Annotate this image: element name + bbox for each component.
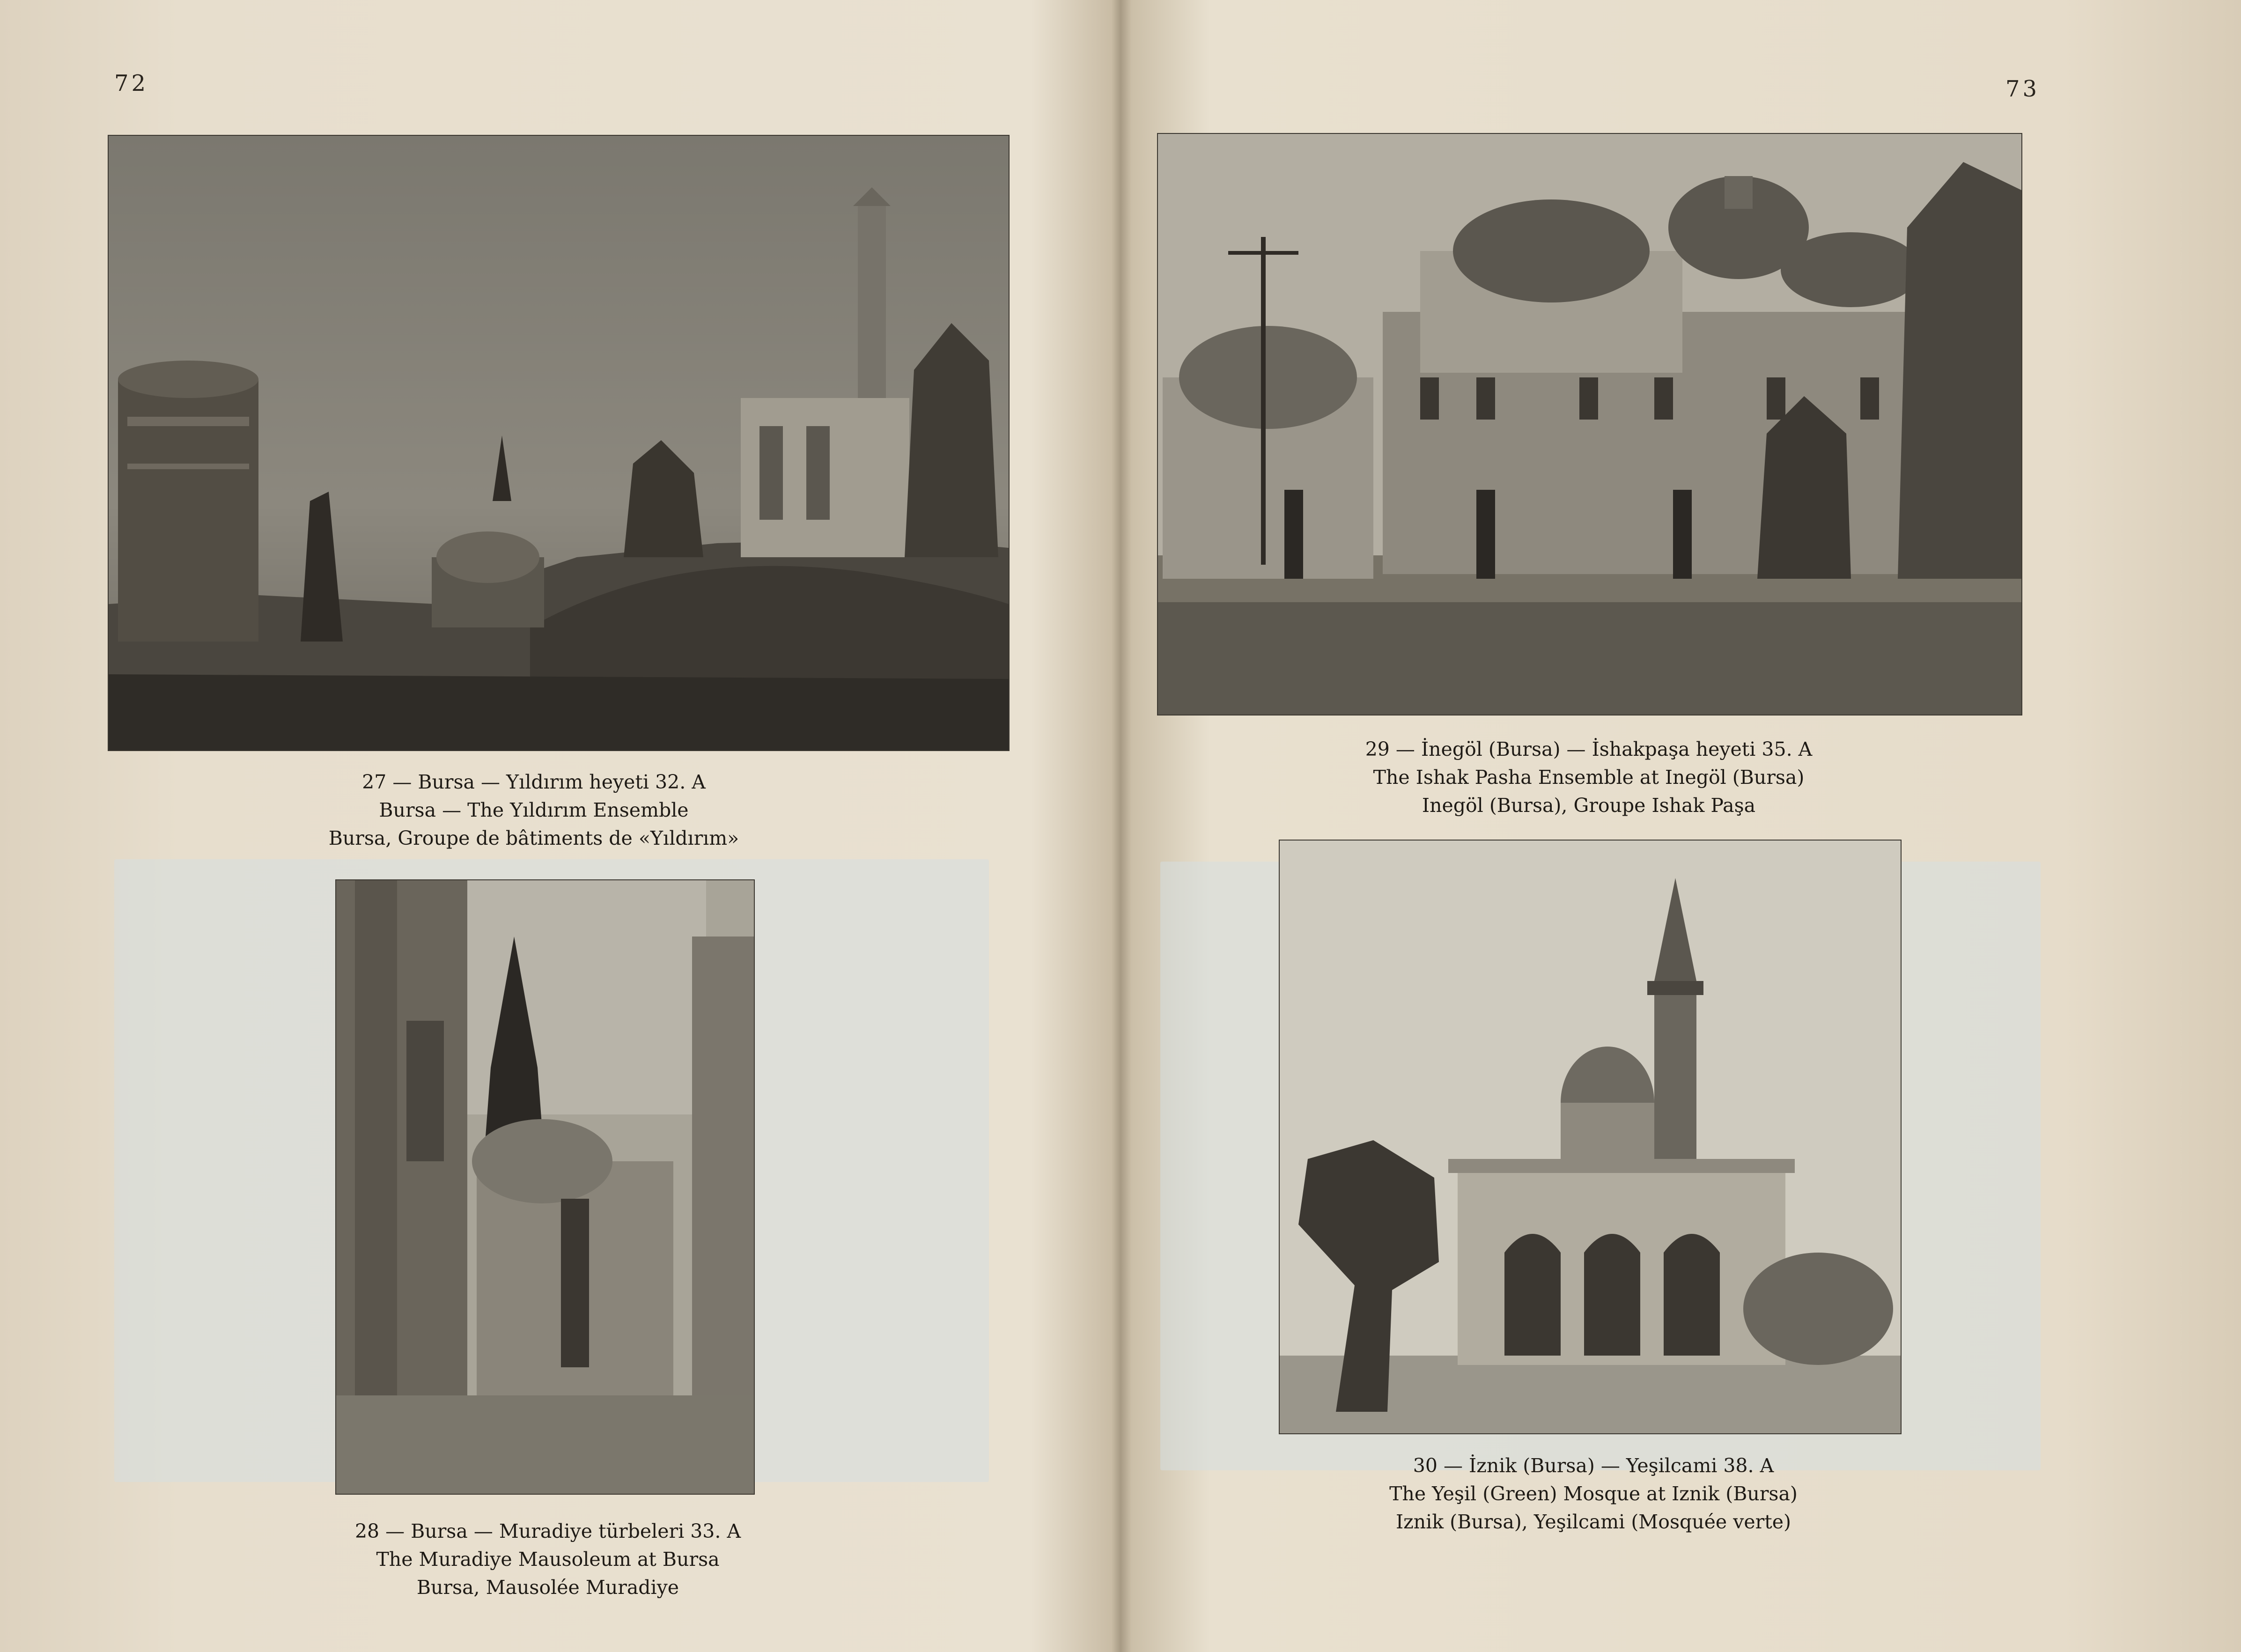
caption-line: 28 — Bursa — Muradiye türbeleri 33. A (354, 1520, 741, 1542)
caption-line: The Yeşil (Green) Mosque at Iznik (Bursa) (1389, 1482, 1798, 1505)
caption-line: Bursa, Groupe de bâtiments de «Yıldırım» (328, 827, 739, 849)
caption-line: 29 — İnegöl (Bursa) — İshakpaşa heyeti 35. A (1365, 738, 1813, 760)
caption-line: Bursa, Mausolée Muradiye (416, 1576, 679, 1599)
right-page (1120, 0, 2241, 1652)
caption-line: The Muradiye Mausoleum at Bursa (376, 1548, 720, 1571)
caption-ishakpasa (1280, 735, 1898, 819)
photo-ishakpasa-image (1158, 134, 2021, 715)
photo-yildirim-image (109, 136, 1009, 750)
caption-muradiye (272, 1517, 824, 1601)
caption-line: Iznik (Bursa), Yeşilcami (Mosquée verte) (1395, 1511, 1791, 1533)
left-page (0, 0, 1120, 1652)
photo-muradiye-image (336, 880, 754, 1494)
page-number-right: 73 (2005, 76, 2040, 102)
caption-yildirim (262, 768, 805, 852)
caption-line: 30 — İznik (Bursa) — Yeşilcami 38. A (1413, 1454, 1774, 1477)
photo-muradiye (336, 880, 754, 1494)
photo-ishakpasa (1158, 134, 2021, 715)
photo-yesilcami-image (1280, 841, 1901, 1433)
caption-yesilcami (1284, 1452, 1902, 1536)
caption-line: Inegöl (Bursa), Groupe Ishak Paşa (1422, 794, 1756, 817)
photo-yesilcami (1280, 841, 1901, 1433)
caption-line: Bursa — The Yıldırım Ensemble (379, 799, 689, 821)
photo-yildirim (109, 136, 1009, 750)
caption-line: 27 — Bursa — Yıldırım heyeti 32. A (362, 771, 706, 793)
caption-line: The Ishak Pasha Ensemble at Inegöl (Bursa) (1373, 766, 1805, 789)
page-number-left: 72 (114, 70, 149, 96)
